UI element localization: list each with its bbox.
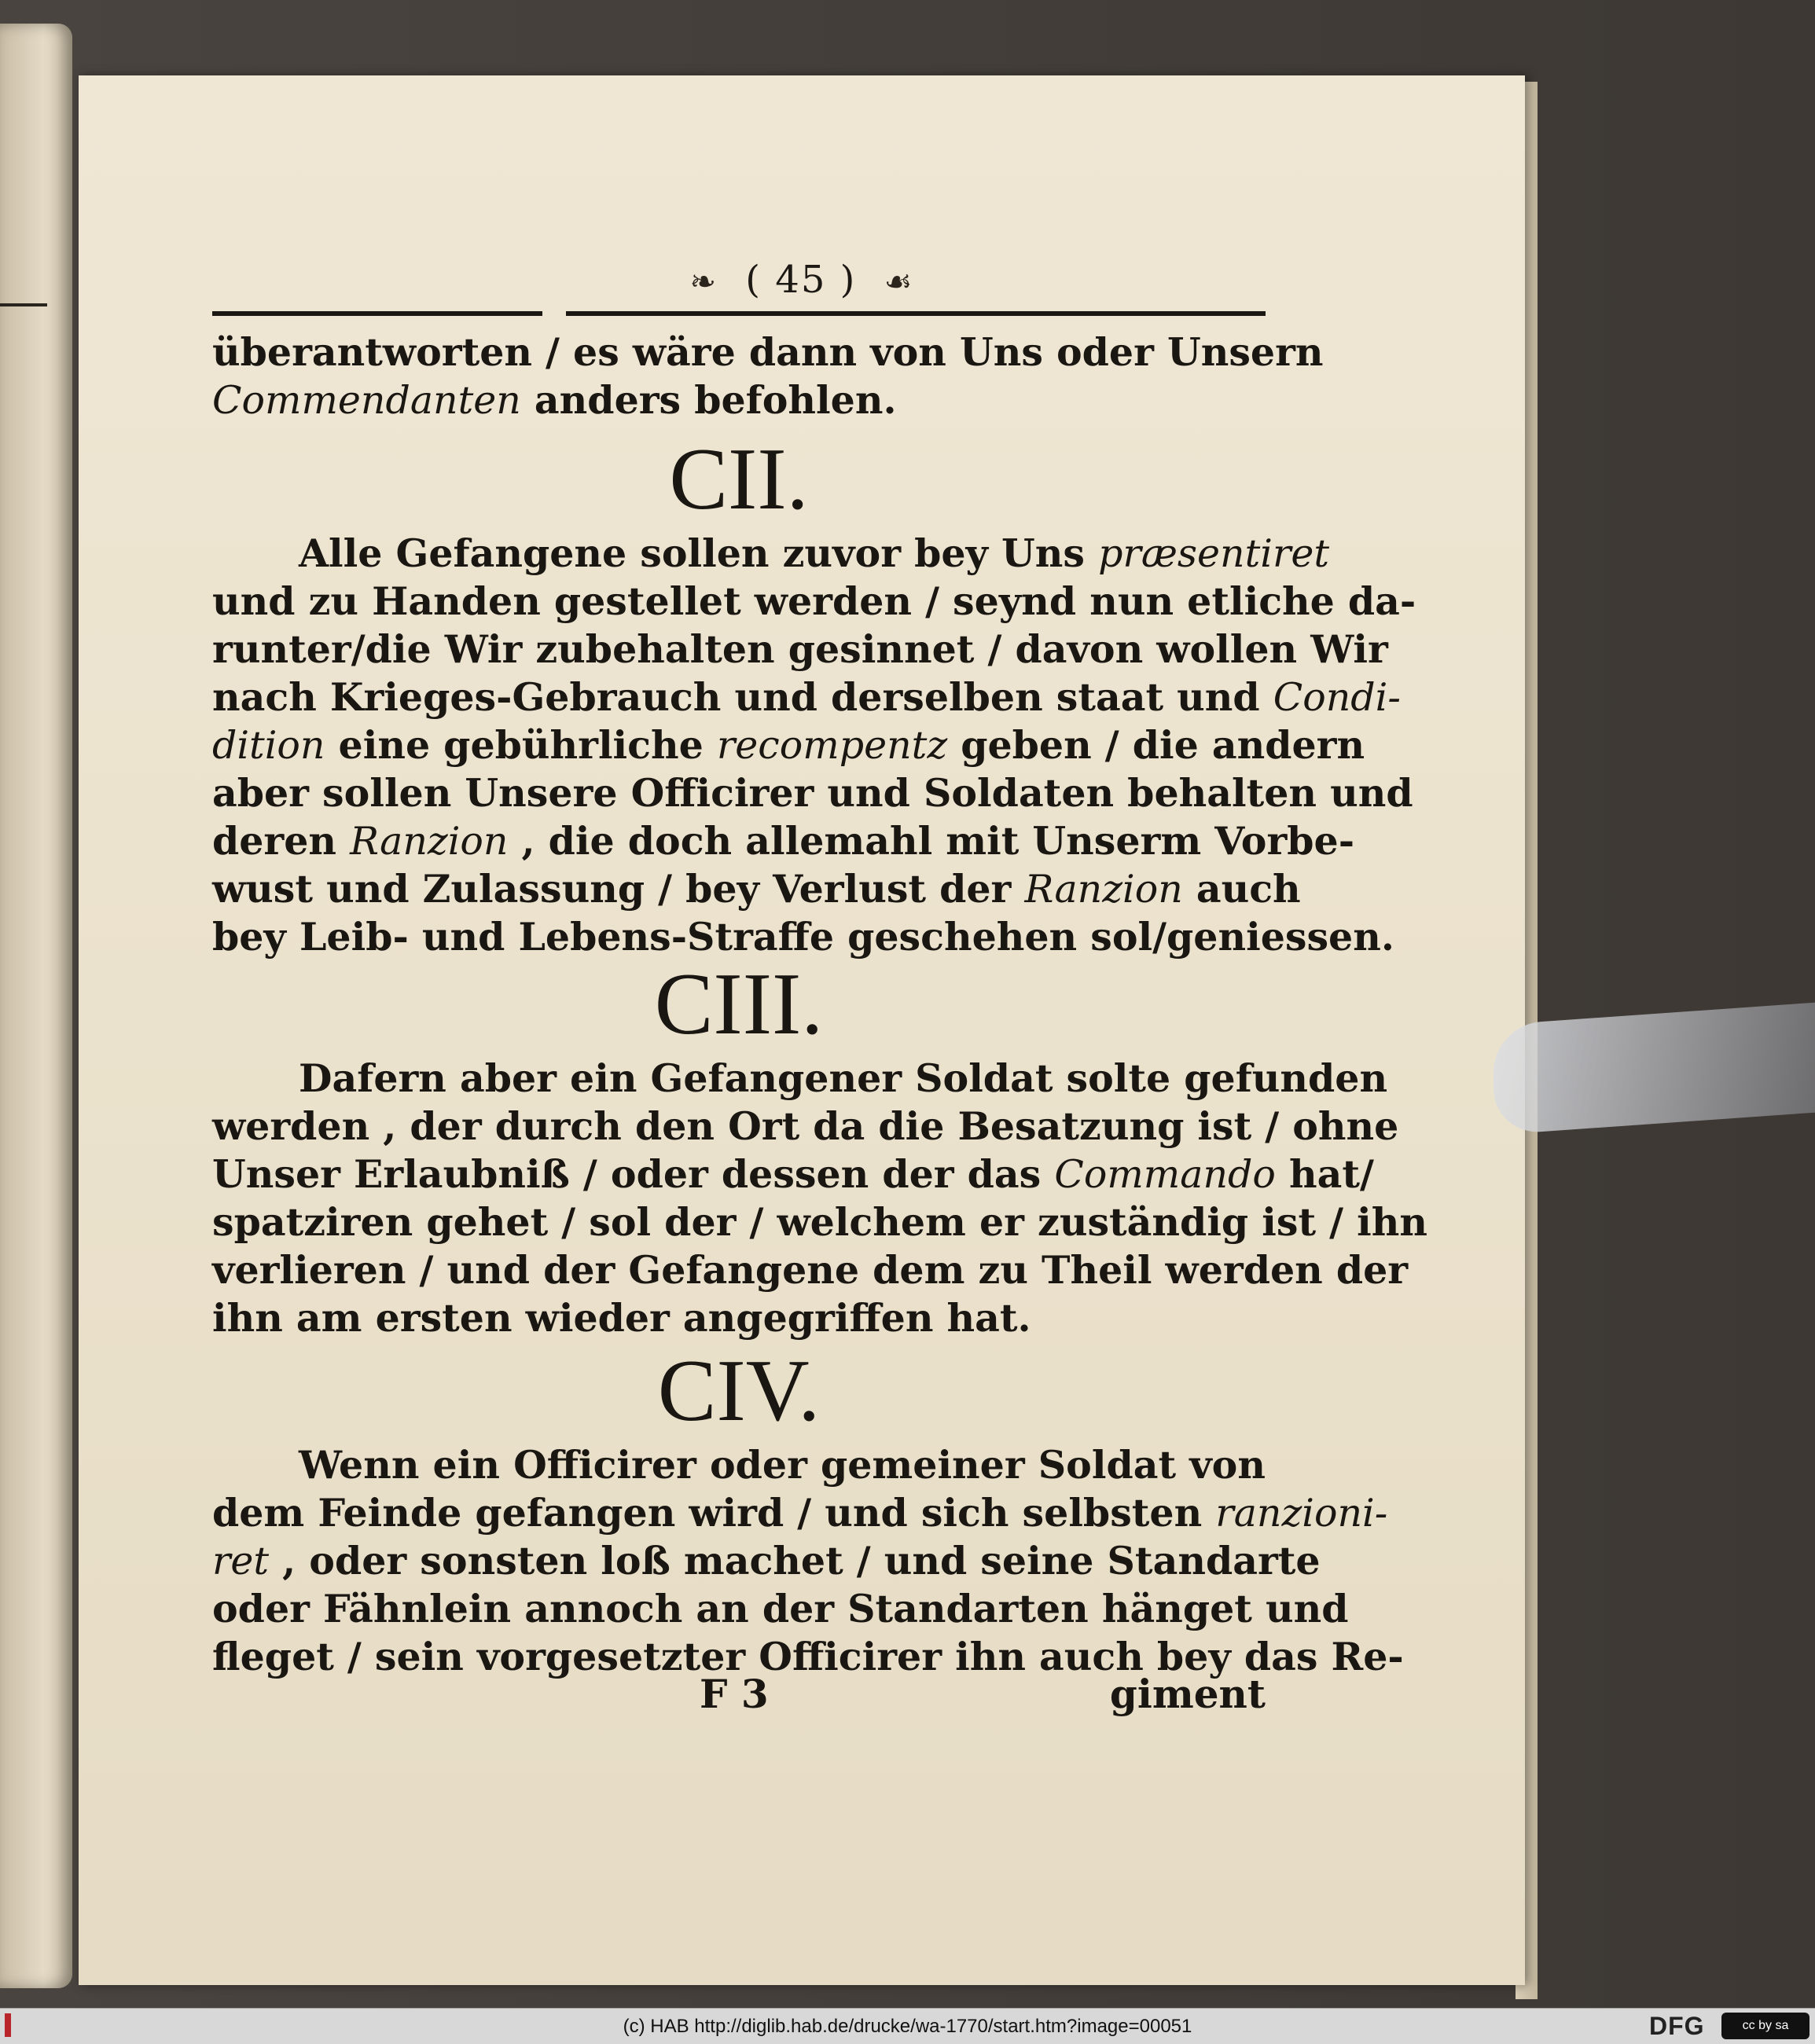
section-number: CIII.: [654, 956, 824, 1053]
facing-page-rule: [0, 303, 47, 306]
text-line: dem Feinde gefangen wird / und sich selbsten ranzioni-: [212, 1490, 1388, 1536]
signature-mark: F 3: [700, 1671, 769, 1717]
page-clip: [1494, 1003, 1815, 1136]
section-number: CII.: [669, 431, 809, 528]
text-line: spatziren gehet / sol der / welchem er zuständig ist / ihn: [212, 1199, 1427, 1245]
section-text: [212, 1441, 1404, 1681]
section-text: [212, 530, 1416, 961]
text-line: bey Leib- und Lebens-Straffe geschehen sol/geniessen.: [212, 914, 1394, 960]
text-line: ret , oder sonsten loß machet / und seine Standarte: [212, 1538, 1321, 1583]
text-line: Commendanten anders befohlen.: [212, 377, 897, 423]
page-number: ( 45 ): [745, 258, 857, 302]
ornament-left-icon: ❧: [689, 264, 718, 300]
text-line: aber sollen Unsere Officirer und Soldaten behalten und: [212, 770, 1413, 816]
catchword: giment: [1109, 1671, 1266, 1717]
license-badge-icon[interactable]: cc by sa: [1721, 2013, 1809, 2039]
section-number: CIV.: [657, 1342, 821, 1440]
text-line: Dafern aber ein Gefangener Soldat solte gefunden: [299, 1055, 1388, 1101]
text-line: verlieren / und der Gefangene dem zu Theil werden der: [212, 1247, 1409, 1293]
text-line: wust und Zulassung / bey Verlust der Ranzion auch: [212, 866, 1301, 912]
dfg-logo: DFG: [1649, 2012, 1705, 2040]
text-line: dition eine gebührliche recompentz geben / die andern: [212, 722, 1365, 768]
text-line: überantworten / es wäre dann von Uns oder Unsern: [212, 329, 1324, 375]
text-line: oder Fähnlein annoch an der Standarten hänget und: [212, 1586, 1349, 1631]
text-line: nach Krieges-Gebrauch und derselben staat und Condi-: [212, 674, 1401, 720]
text-line: und zu Handen gestellet werden / seynd nun etliche da-: [212, 578, 1416, 624]
copyright-link[interactable]: (c) HAB http://diglib.hab.de/drucke/wa-1770/start.htm?image=00051: [623, 2016, 1192, 2037]
text-line: Unser Erlaubniß / oder dessen der das Commando hat/: [212, 1151, 1374, 1197]
text-line: runter/die Wir zubehalten gesinnet / davon wollen Wir: [212, 626, 1388, 672]
text-line: werden , der durch den Ort da die Besatzung ist / ohne: [212, 1103, 1399, 1149]
text-line: deren Ranzion , die doch allemahl mit Unserm Vorbe-: [212, 818, 1355, 864]
header-rule-right: [566, 311, 1266, 316]
text-line: Alle Gefangene sollen zuvor bey Uns præsentiret: [299, 530, 1330, 576]
header-rule-left: [212, 311, 542, 316]
facing-page-sliver: [0, 24, 72, 1988]
book-page: [79, 75, 1525, 1985]
text-line: Wenn ein Officirer oder gemeiner Soldat von: [299, 1442, 1266, 1488]
ornament-right-icon: ☙: [884, 264, 914, 300]
opening-text: [212, 328, 1324, 424]
viewer-footer-bar: [0, 2008, 1815, 2044]
text-line: fleget / sein vorgesetzter Officirer ihn auch bey das Re-: [212, 1634, 1404, 1679]
text-line: ihn am ersten wieder angegriffen hat.: [212, 1295, 1031, 1341]
page-header: [79, 258, 1525, 302]
section-text: [212, 1055, 1427, 1342]
